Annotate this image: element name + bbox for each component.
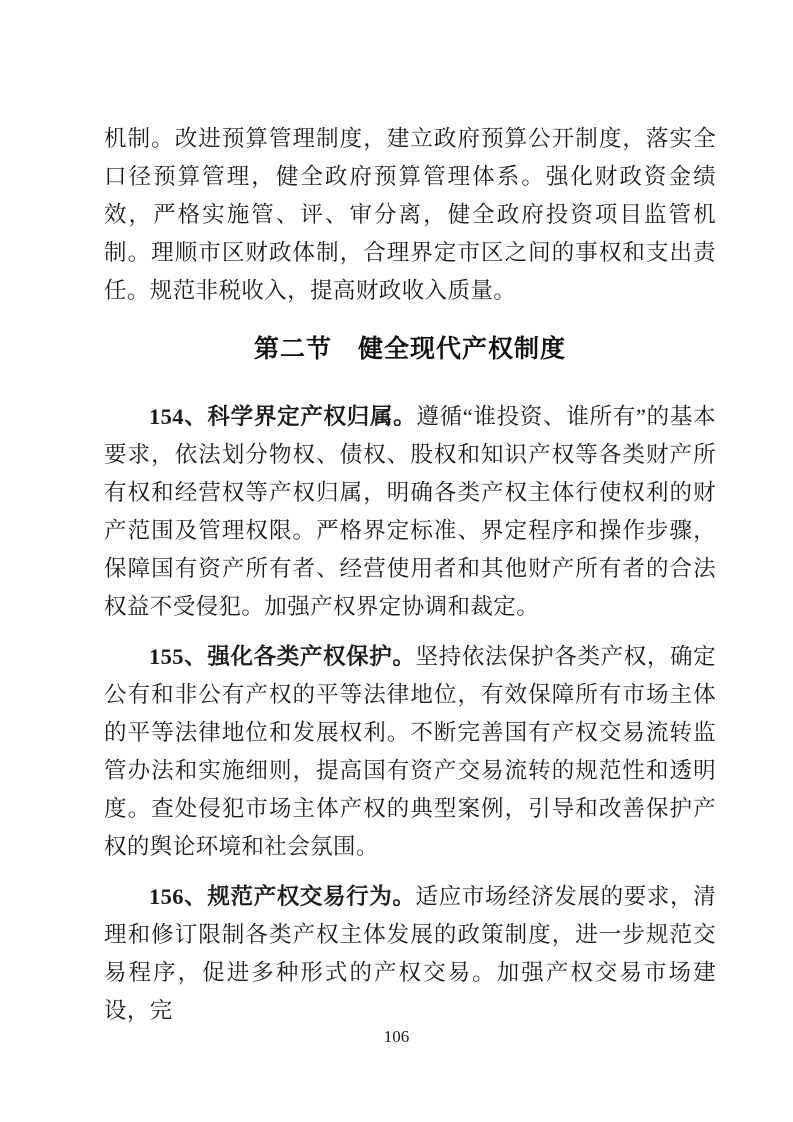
paragraph-155 (104, 638, 716, 866)
paragraph-156-lead: 156、规范产权交易行为。 (149, 884, 416, 909)
paragraph-154-lead: 154、科学界定产权归属。 (149, 404, 417, 429)
paragraph-155-lead: 155、强化各类产权保护。 (149, 644, 416, 669)
paragraph-156-body: 适应市场经济发展的要求，清理和修订限制各类产权主体发展的政策制度，进一步规范交易程序，促进多种形式的产权交易。加强产权交易市场建设，完 (104, 884, 717, 1023)
paragraph-155-body: 坚持依法保护各类产权，确定公有和非公有产权的平等法律地位，有效保障所有市场主体的平等法律地位和发展权利。不断完善国有产权交易流转监管办法和实施细则，提高国有资产交易流转的规范性和透明度。查处侵犯市场主体产权的典型案例，引导和改善保护产权的舆论环境和社会氛围。 (104, 644, 717, 859)
text-block (104, 120, 716, 1030)
intro-paragraph: 机制。改进预算管理制度，建立政府预算公开制度，落实全口径预算管理，健全政府预算管理体系。强化财政资金绩效，严格实施管、评、审分离，健全政府投资项目监管机制。理顺市区财政体制，合理界定市区之间的事权和支出责任。规范非税收入，提高财政收入质量。 (104, 126, 716, 303)
paragraph-154-body: 遵循“谁投资、谁所有”的基本要求，依法划分物权、债权、股权和知识产权等各类财产所有权和经营权等产权归属，明确各类产权主体行使权利的财产范围及管理权限。严格界定标准、界定程序和操作步骤，保障国有资产所有者、经营使用者和其他财产所有者的合法权益不受侵犯。加强产权界定协调和裁定。 (104, 404, 716, 619)
paragraph-154 (104, 398, 716, 626)
paragraph-156 (104, 878, 716, 1030)
section-heading: 第二节 健全现代产权制度 (253, 336, 566, 363)
page-number: 106 (383, 1027, 410, 1046)
